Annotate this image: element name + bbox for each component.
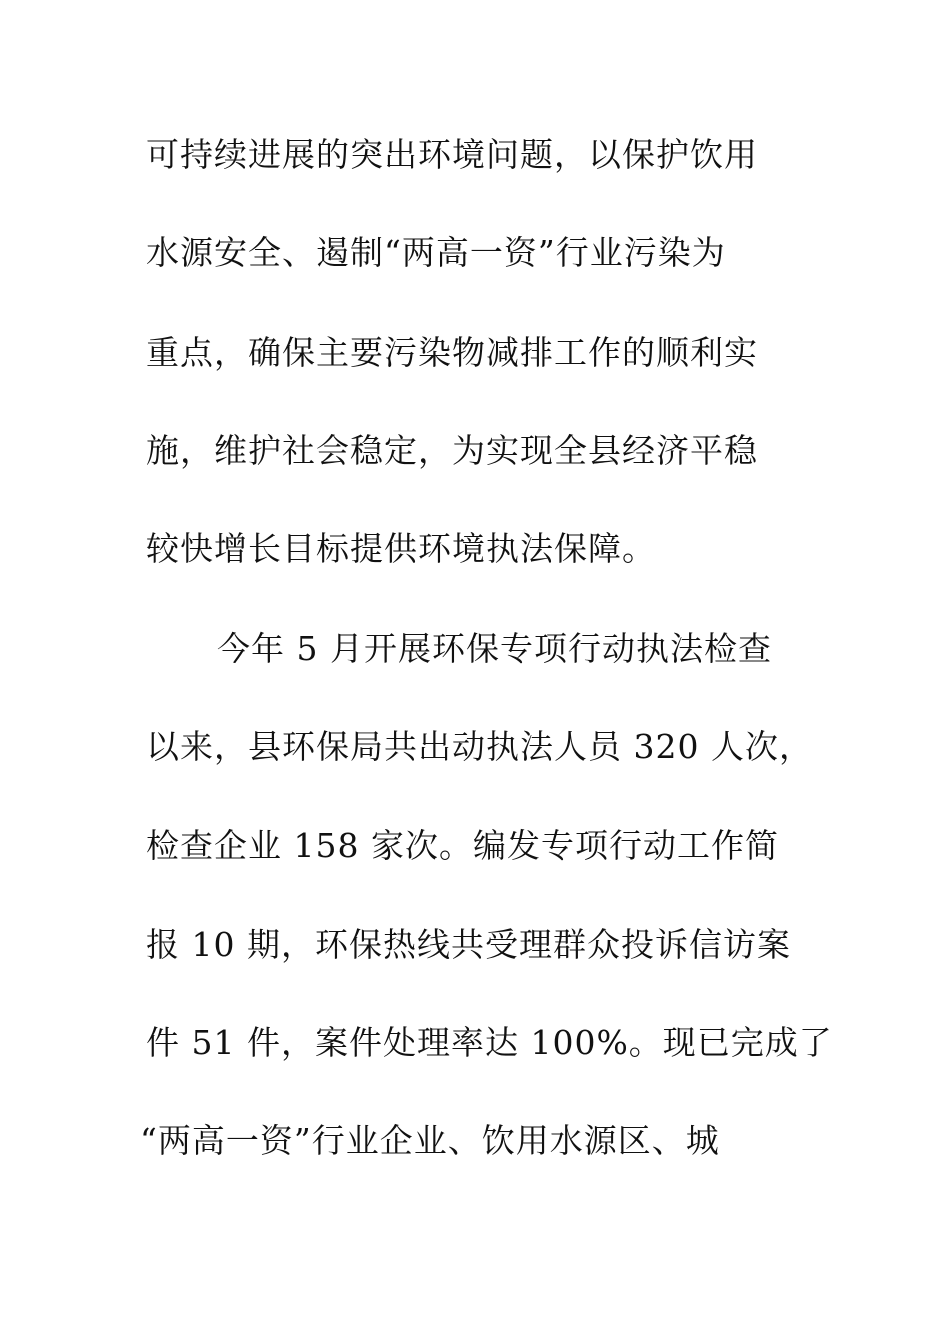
body-text-line: 报 10 期，环保热线共受理群众投诉信访案 bbox=[146, 925, 791, 964]
body-text-line: 可持续进展的突出环境问题，以保护饮用 bbox=[146, 135, 758, 174]
body-text-line: 检查企业 158 家次。编发专项行动工作简 bbox=[146, 826, 779, 865]
body-text-line: 重点，确保主要污染物减排工作的顺利实 bbox=[146, 333, 758, 372]
body-text-line: 水源安全、遏制“两高一资”行业污染为 bbox=[146, 233, 726, 272]
body-text-line: 件 51 件，案件处理率达 100%。现已完成了 bbox=[146, 1023, 833, 1062]
body-text-line: “两高一资”行业企业、饮用水源区、城 bbox=[140, 1121, 720, 1160]
body-text-line: 较快增长目标提供环境执法保障。 bbox=[146, 529, 656, 568]
paragraph-first-line: 今年 5 月开展环保专项行动执法检查 bbox=[217, 629, 772, 668]
body-text-line: 施，维护社会稳定，为实现全县经济平稳 bbox=[146, 431, 758, 470]
body-text-line: 以来，县环保局共出动执法人员 320 人次， bbox=[146, 727, 813, 766]
